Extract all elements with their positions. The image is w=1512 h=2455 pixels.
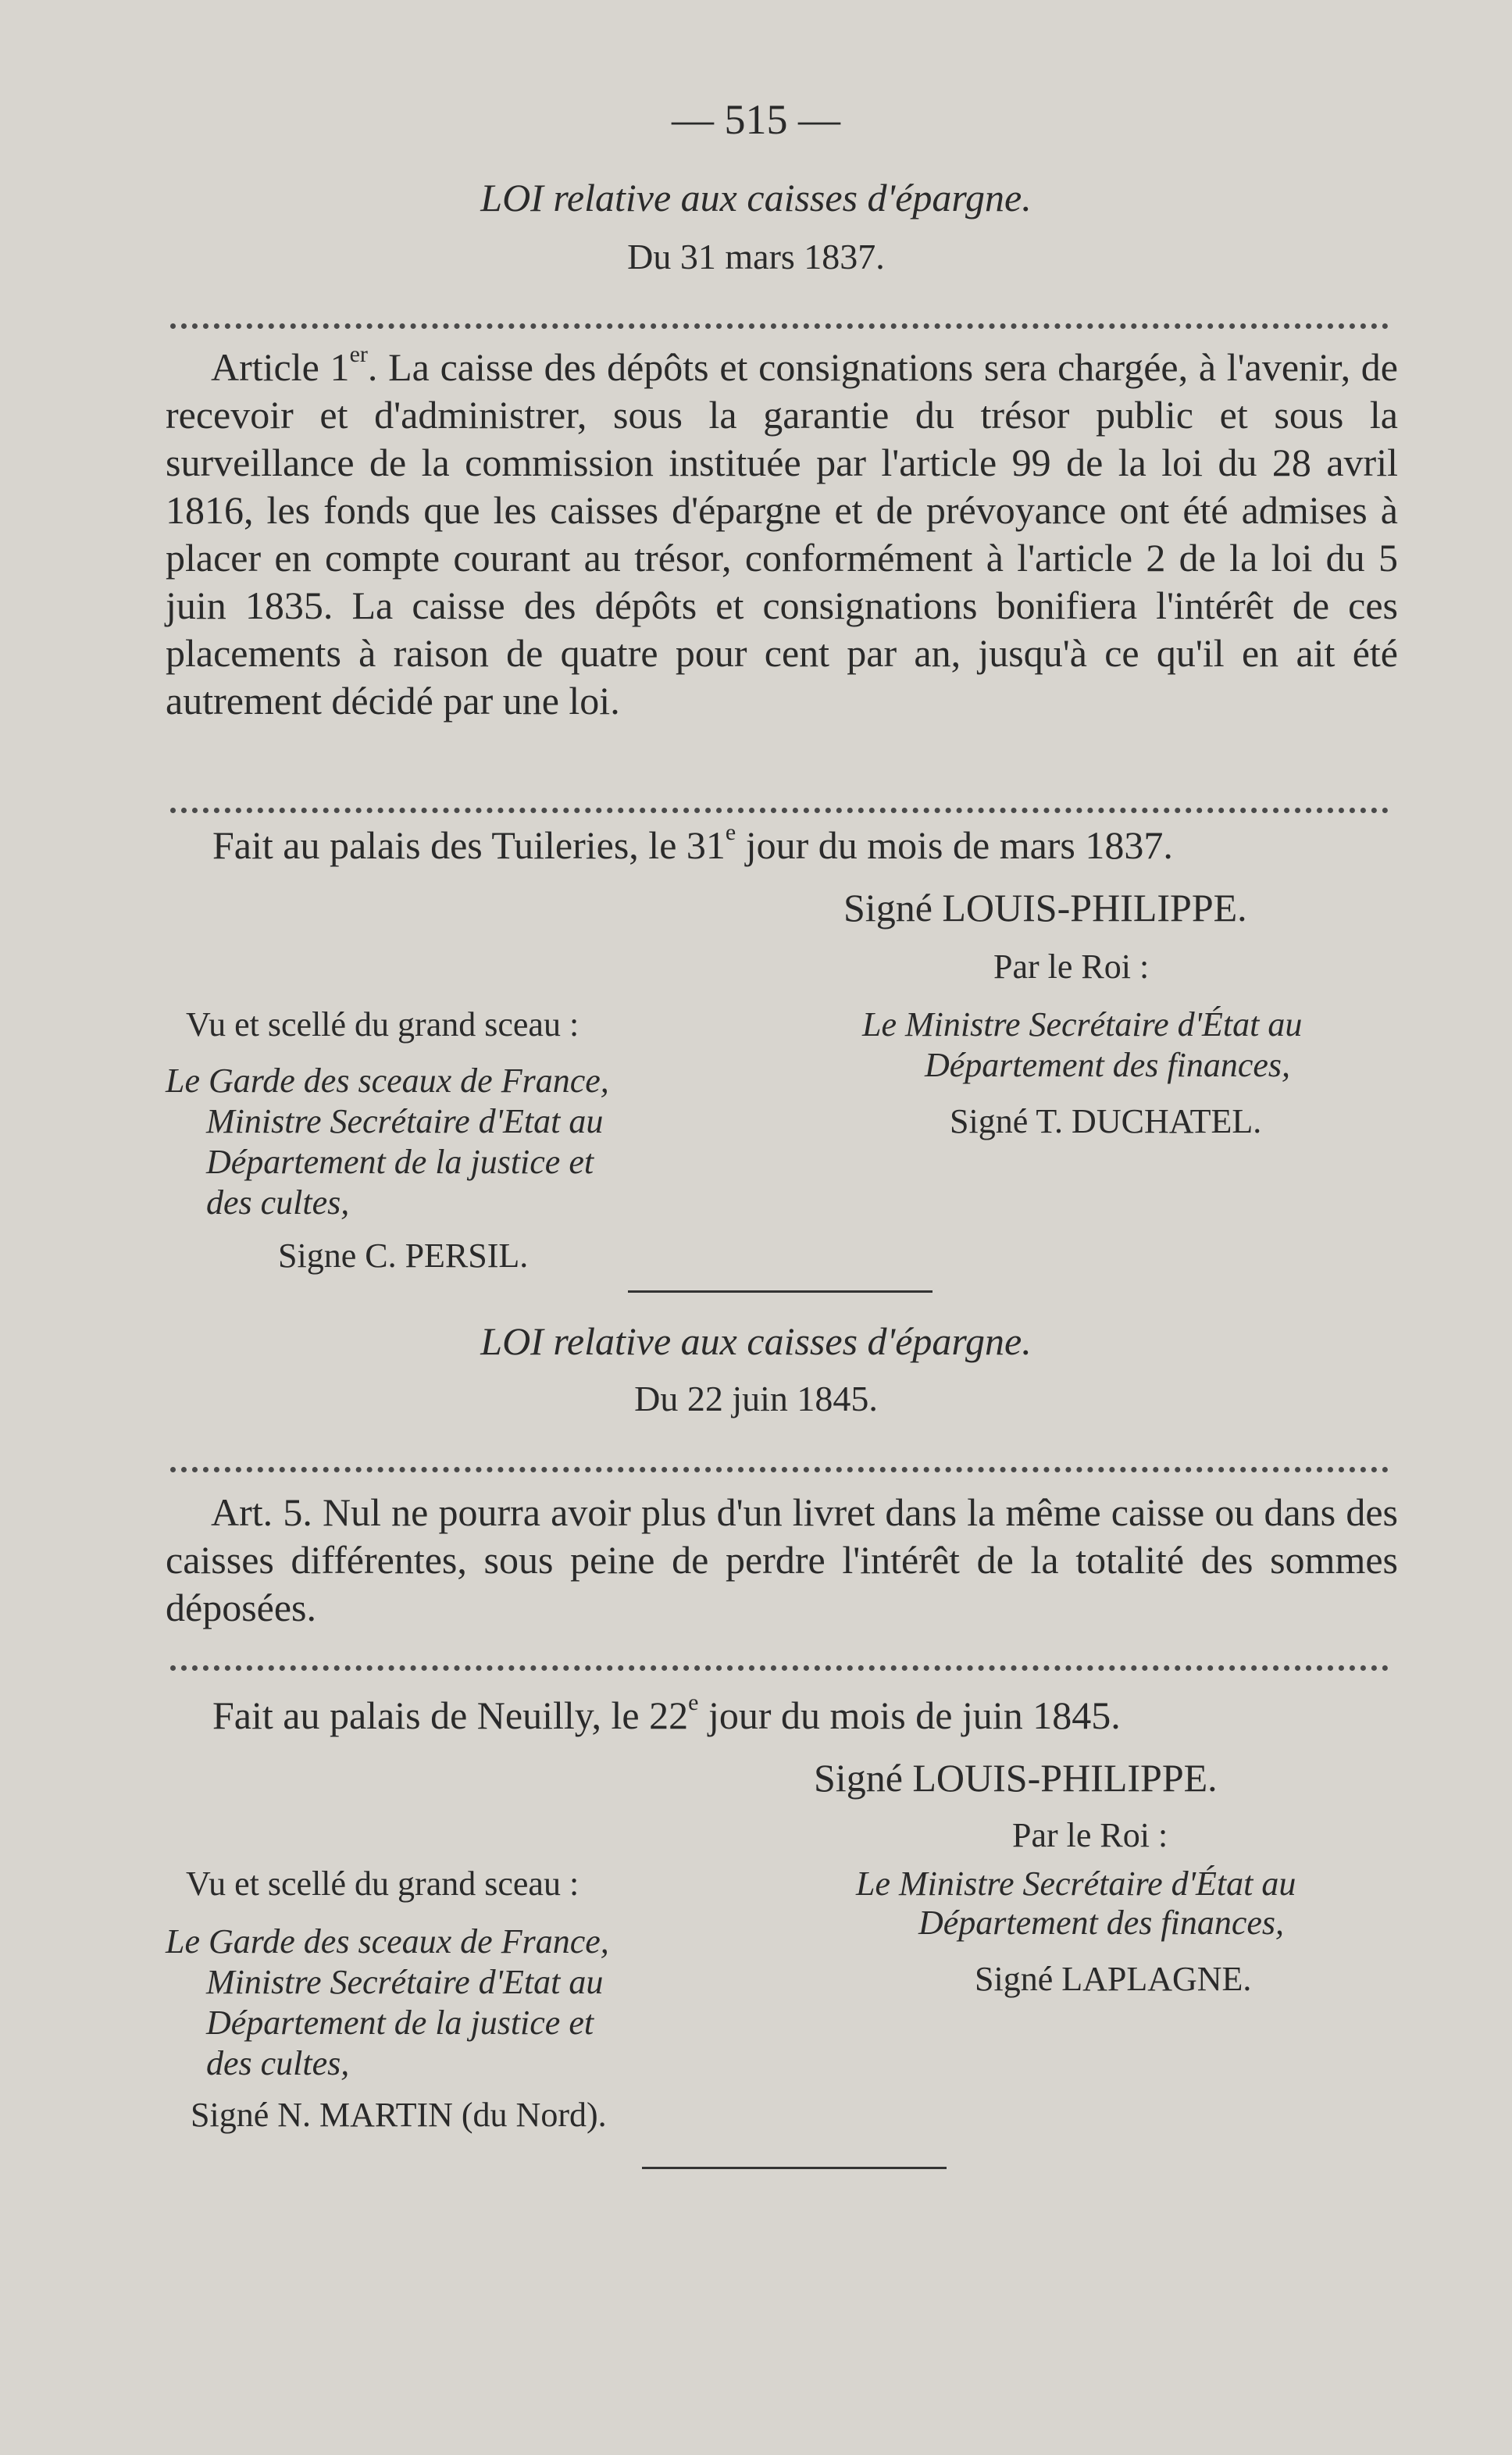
law2-title: LOI relative aux caisses d'épargne. (480, 1319, 1032, 1363)
law1-article-label: Article 1 (211, 345, 350, 389)
law1-signed-king: Signé LOUIS-PHILIPPE. (843, 886, 1247, 930)
law1-fait-sup: e (725, 819, 736, 845)
dotted-separator (170, 1665, 1389, 1671)
law1-fait-suffix: jour du mois de mars 1837. (736, 823, 1173, 867)
law1-ministre-line2: Département des finances, (925, 1046, 1290, 1084)
law2-garde-signed: Signé N. MARTIN (du Nord). (191, 2096, 607, 2134)
law1-fait-prefix: Fait au palais des Tuileries, le 31 (212, 823, 726, 867)
law1-date: Du 31 mars 1837. (627, 237, 885, 277)
law2-garde-line1: Le Garde des sceaux de France, (166, 1922, 609, 1961)
dotted-separator (170, 808, 1389, 813)
section-rule (628, 1290, 933, 1293)
law1-vu-scelle: Vu et scellé du grand sceau : (186, 1005, 579, 1044)
law2-fait (212, 1692, 1121, 1740)
law2-fait-suffix: jour du mois de juin 1845. (698, 1693, 1121, 1737)
law2-date: Du 22 juin 1845. (634, 1379, 878, 1418)
law1-article-sup: er (349, 341, 368, 367)
law1-ministre-signed: Signé T. DUCHATEL. (950, 1102, 1262, 1140)
law1-ministre-line1: Le Ministre Secrétaire d'État au (862, 1005, 1303, 1044)
law2-garde-line2: Ministre Secrétaire d'Etat au (206, 1963, 604, 2001)
law2-par-le-roi: Par le Roi : (1012, 1816, 1168, 1854)
law1-garde-line1: Le Garde des sceaux de France, (166, 1062, 609, 1100)
law2-fait-prefix: Fait au palais de Neuilly, le 22 (212, 1693, 689, 1737)
law2-vu-scelle: Vu et scellé du grand sceau : (186, 1864, 579, 1903)
dotted-separator (170, 323, 1389, 329)
law1-garde-line2: Ministre Secrétaire d'Etat au (206, 1102, 604, 1140)
law2-signed-king: Signé LOUIS-PHILIPPE. (814, 1756, 1218, 1800)
law2-ministre-line2: Département des finances, (918, 1904, 1284, 1942)
law1-article-text: . La caisse des dépôts et consignations sera chargée, à l'avenir, de recevoir et d'administrer, sous la garantie du trésor public et sous la surveillance de la commission instituée par l'article 99 de la loi du 28 avril 1816, les fonds que les caisses d'épargne et de prévoyance ont été admises à placer en compte courant au trésor, conformément à l'article 2 de la loi du 5 juin 1835. La caisse des dépôts et consignations bonifiera l'intérêt de ces placements à raison de quatre pour cent par an, jusqu'à ce qu'il en ait été autrement décidé par une loi. (166, 345, 1399, 723)
law2-article (166, 1489, 1398, 1632)
page-number: — 515 — (672, 96, 840, 143)
law1-garde-signed: Signe C. PERSIL. (278, 1236, 529, 1275)
law1-fait (212, 819, 1173, 869)
dotted-separator (170, 1467, 1389, 1472)
law1-garde-line4: des cultes, (206, 1183, 350, 1222)
law2-article-text: Art. 5. Nul ne pourra avoir plus d'un livret dans la même caisse ou dans des caisses différentes, sous peine de perdre l'intérêt de la totalité des sommes déposées. (166, 1490, 1398, 1629)
law2-ministre-signed: Signé LAPLAGNE. (975, 1960, 1252, 1998)
law2-ministre-line1: Le Ministre Secrétaire d'État au (856, 1864, 1296, 1903)
law2-garde-line4: des cultes, (206, 2044, 350, 2082)
law2-fait-sup: e (688, 1690, 699, 1715)
law1-title: LOI relative aux caisses d'épargne. (480, 176, 1032, 219)
law1-article (166, 341, 1399, 725)
section-rule (642, 2167, 947, 2169)
law2-garde-line3: Département de la justice et (206, 2004, 594, 2042)
law1-par-le-roi: Par le Roi : (993, 947, 1150, 986)
law1-garde-line3: Département de la justice et (206, 1143, 594, 1181)
